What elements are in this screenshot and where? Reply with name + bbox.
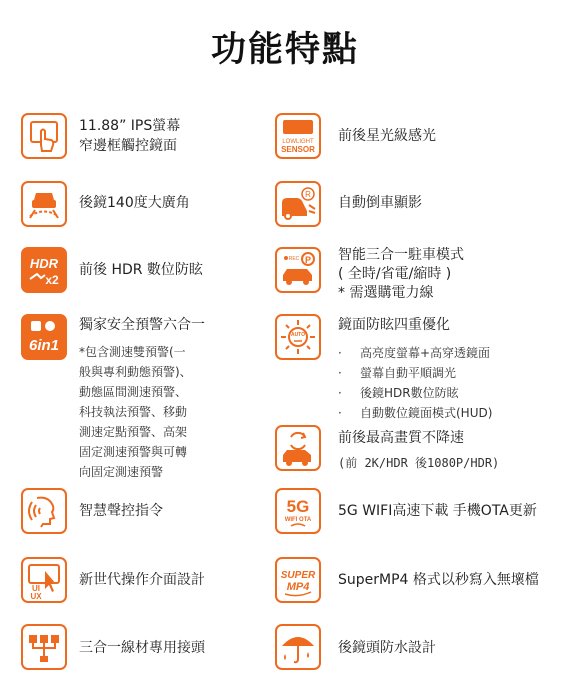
ui-ux-icon xyxy=(21,557,67,603)
supermp4-icon xyxy=(275,557,321,603)
feature-anti-glare-bullet: · 螢幕自動平順調光 xyxy=(338,366,457,380)
svg-text:P: P xyxy=(304,255,312,265)
feature-hdr: 前後 HDR 數位防眩 xyxy=(79,262,203,278)
feature-wide-angle: 後鏡140度大廣角 xyxy=(79,195,190,211)
three-in-one-cable-icon xyxy=(21,624,67,670)
feature-six-in-one-line: 般與專利動態預警)、 xyxy=(79,365,192,379)
anti-glare-auto-icon xyxy=(275,314,321,360)
svg-text:UX: UX xyxy=(30,592,42,601)
six-in-one-icon xyxy=(21,314,67,360)
5g-wifi-ota-icon xyxy=(275,488,321,534)
svg-text:HDR: HDR xyxy=(29,256,59,271)
svg-text:5G: 5G xyxy=(286,497,310,516)
touch-screen-icon xyxy=(21,113,67,159)
feature-anti-glare-title: 鏡面防眩四重優化 xyxy=(338,317,450,333)
svg-text:SENSOR: SENSOR xyxy=(281,145,315,154)
feature-reverse-camera: 自動倒車顯影 xyxy=(338,195,422,211)
feature-six-in-one-line: *包含測速雙預警(一 xyxy=(79,345,186,359)
page-title: 功能特點 xyxy=(210,30,359,70)
feature-anti-glare-bullet: · 高亮度螢幕+高穿透鏡面 xyxy=(338,346,491,360)
rear-camera-wide-angle-icon xyxy=(21,181,67,227)
feature-six-in-one-line: 動態區間測速預警、 xyxy=(79,385,188,399)
hdr-x2-icon xyxy=(21,247,67,293)
high-quality-recording-icon xyxy=(275,425,321,471)
voice-control-icon xyxy=(21,488,67,534)
feature-lowlight: 前後星光級感光 xyxy=(338,128,436,144)
feature-six-in-one-line: 測速定點預警、高架 xyxy=(79,425,188,439)
lowlight-sensor-icon xyxy=(275,113,321,159)
svg-text:x2: x2 xyxy=(45,273,59,287)
svg-text:SUPER: SUPER xyxy=(280,570,316,581)
svg-text:LOWLIGHT: LOWLIGHT xyxy=(282,139,314,145)
feature-parking-line3: * 需選購電力線 xyxy=(338,285,434,301)
feature-high-quality-line2: (前 2K/HDR 後1080P/HDR) xyxy=(338,456,500,470)
feature-anti-glare-bullet: · 後鏡HDR數位防眩 xyxy=(338,386,459,400)
svg-text:WIFI OTA: WIFI OTA xyxy=(284,517,312,523)
reverse-camera-icon xyxy=(275,181,321,227)
feature-high-quality-line1: 前後最高畫質不降速 xyxy=(338,430,464,446)
feature-parking-line1: 智能三合一駐車模式 xyxy=(338,247,464,263)
feature-5g-wifi: 5G WIFI高速下載 手機OTA更新 xyxy=(338,503,537,519)
svg-text:6in1: 6in1 xyxy=(28,337,60,354)
feature-waterproof: 後鏡頭防水設計 xyxy=(338,640,436,656)
feature-six-in-one-title: 獨家安全預警六合一 xyxy=(79,317,205,333)
svg-text:UI: UI xyxy=(32,584,40,593)
feature-parking-line2: ( 全時/省電/縮時 ) xyxy=(338,266,452,282)
feature-anti-glare-bullet: · 自動數位鏡面模式(HUD) xyxy=(338,406,493,420)
svg-text:AUTO: AUTO xyxy=(290,332,306,338)
feature-voice-control: 智慧聲控指令 xyxy=(79,503,163,519)
parking-mode-icon xyxy=(275,247,321,293)
feature-ips-screen-line1: 11.88” IPS螢幕 xyxy=(79,118,181,134)
svg-text:REC: REC xyxy=(288,256,300,262)
feature-six-in-one-line: 科技執法預警、移動 xyxy=(79,405,188,419)
feature-six-in-one-line: 向固定測速預警 xyxy=(79,465,164,479)
waterproof-umbrella-icon xyxy=(275,624,321,670)
feature-supermp4: SuperMP4 格式以秒寫入無壞檔 xyxy=(338,572,539,588)
feature-ui-design: 新世代操作介面設計 xyxy=(79,572,205,588)
feature-cable: 三合一線材專用接頭 xyxy=(79,640,205,656)
feature-ips-screen-line2: 窄邊框觸控鏡面 xyxy=(79,138,177,154)
svg-text:MP4: MP4 xyxy=(286,581,310,593)
svg-text:R: R xyxy=(305,190,311,199)
feature-six-in-one-line: 固定測速預警與可轉 xyxy=(79,445,188,459)
